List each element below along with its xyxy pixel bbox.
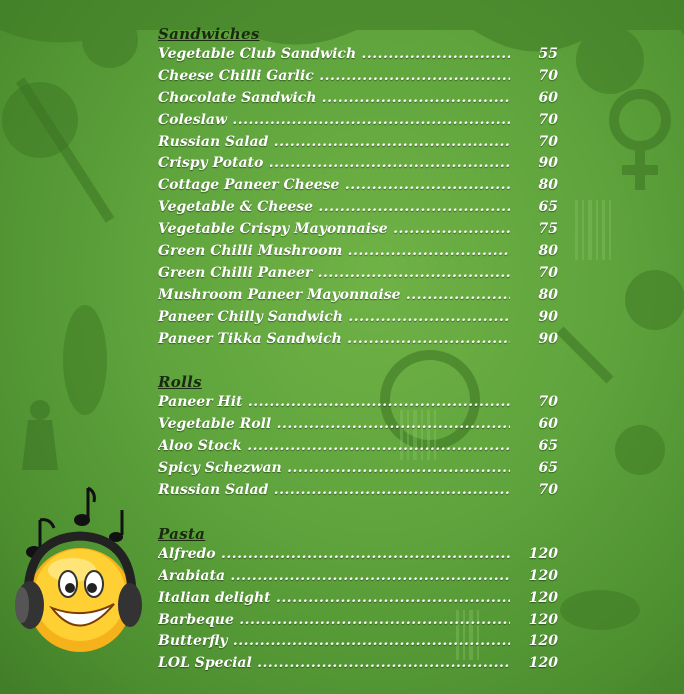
item-name: Cottage Paneer Cheese .....	[158, 175, 510, 197]
item-price: 80	[538, 286, 558, 303]
menu-list	[158, 24, 568, 675]
item-price: 75	[538, 221, 558, 238]
menu-item	[158, 66, 568, 88]
item-price: 120	[528, 567, 558, 584]
item-name: Arabiata .....	[158, 566, 510, 588]
item-name: Vegetable Crispy Mayonnaise .....	[158, 219, 510, 241]
item-name: Russian Salad .....	[158, 480, 510, 502]
item-price: 120	[528, 655, 558, 672]
menu-item	[158, 458, 568, 480]
item-price: 80	[538, 243, 558, 260]
item-price: 80	[538, 177, 558, 194]
menu-item	[158, 544, 568, 566]
item-name: Paneer Tikka Sandwich .....	[158, 329, 510, 351]
item-name: Russian Salad .....	[158, 132, 510, 154]
item-name: Crispy Potato .....	[158, 153, 510, 175]
item-price: 70	[538, 264, 558, 281]
item-name: Butterfly .....	[158, 631, 510, 653]
item-price: 55	[538, 46, 558, 62]
item-name: Italian delight .....	[158, 588, 510, 610]
item-price: 90	[538, 308, 558, 325]
menu-item	[158, 631, 568, 653]
menu-item	[158, 329, 568, 351]
section-title-sandwiches: Sandwiches	[158, 25, 260, 43]
menu-item	[158, 44, 568, 66]
menu-item	[158, 480, 568, 502]
item-name: Vegetable Club Sandwich .....	[158, 44, 510, 66]
item-name: Vegetable Roll .....	[158, 414, 510, 436]
menu-item	[158, 653, 568, 675]
item-name: Vegetable & Cheese .....	[158, 197, 510, 219]
item-name: Green Chilli Mushroom .....	[158, 241, 510, 263]
item-name: Mushroom Paneer Mayonnaise .....	[158, 285, 510, 307]
item-name: Chocolate Sandwich .....	[158, 88, 510, 110]
item-name: Cheese Chilli Garlic .....	[158, 66, 510, 88]
item-price: 90	[538, 330, 558, 347]
menu-item	[158, 241, 568, 263]
item-price: 120	[528, 545, 558, 562]
menu-item	[158, 219, 568, 241]
item-price: 90	[538, 155, 558, 172]
menu-item	[158, 110, 568, 132]
menu-item	[158, 263, 568, 285]
item-name: Green Chilli Paneer .....	[158, 263, 510, 285]
menu-item	[158, 588, 568, 610]
item-price: 70	[538, 133, 558, 150]
item-name: Alfredo .....	[158, 544, 510, 566]
item-name: Aloo Stock .....	[158, 436, 510, 458]
item-name: Coleslaw .....	[158, 110, 510, 132]
item-price: 120	[528, 589, 558, 606]
item-name: Spicy Schezwan .....	[158, 458, 510, 480]
headphone-smiley-icon	[10, 480, 145, 670]
menu-item	[158, 566, 568, 588]
menu-item	[158, 175, 568, 197]
item-price: 70	[538, 67, 558, 84]
item-name: Paneer Chilly Sandwich .....	[158, 307, 510, 329]
section-title-pasta: Pasta	[158, 524, 206, 543]
item-price: 70	[538, 482, 558, 499]
item-price: 60	[538, 89, 558, 106]
item-price: 120	[528, 633, 558, 650]
item-name: Barbeque .....	[158, 610, 510, 632]
menu-item	[158, 153, 568, 175]
menu-item	[158, 414, 568, 436]
menu-item	[158, 307, 568, 329]
menu-item	[158, 132, 568, 154]
menu-item	[158, 197, 568, 219]
item-price: 70	[538, 394, 558, 411]
section-title-rolls: Rolls	[158, 373, 202, 392]
menu-item	[158, 392, 568, 414]
item-price: 70	[538, 111, 558, 128]
menu-item	[158, 610, 568, 632]
item-price: 65	[538, 199, 558, 216]
item-price: 60	[538, 416, 558, 433]
item-price: 65	[538, 438, 558, 455]
item-price: 120	[528, 611, 558, 628]
item-name: LOL Special .....	[158, 653, 510, 675]
menu-item	[158, 88, 568, 110]
menu-item	[158, 285, 568, 307]
item-name: Paneer Hit .....	[158, 392, 510, 414]
menu-item	[158, 436, 568, 458]
item-price: 65	[538, 460, 558, 477]
